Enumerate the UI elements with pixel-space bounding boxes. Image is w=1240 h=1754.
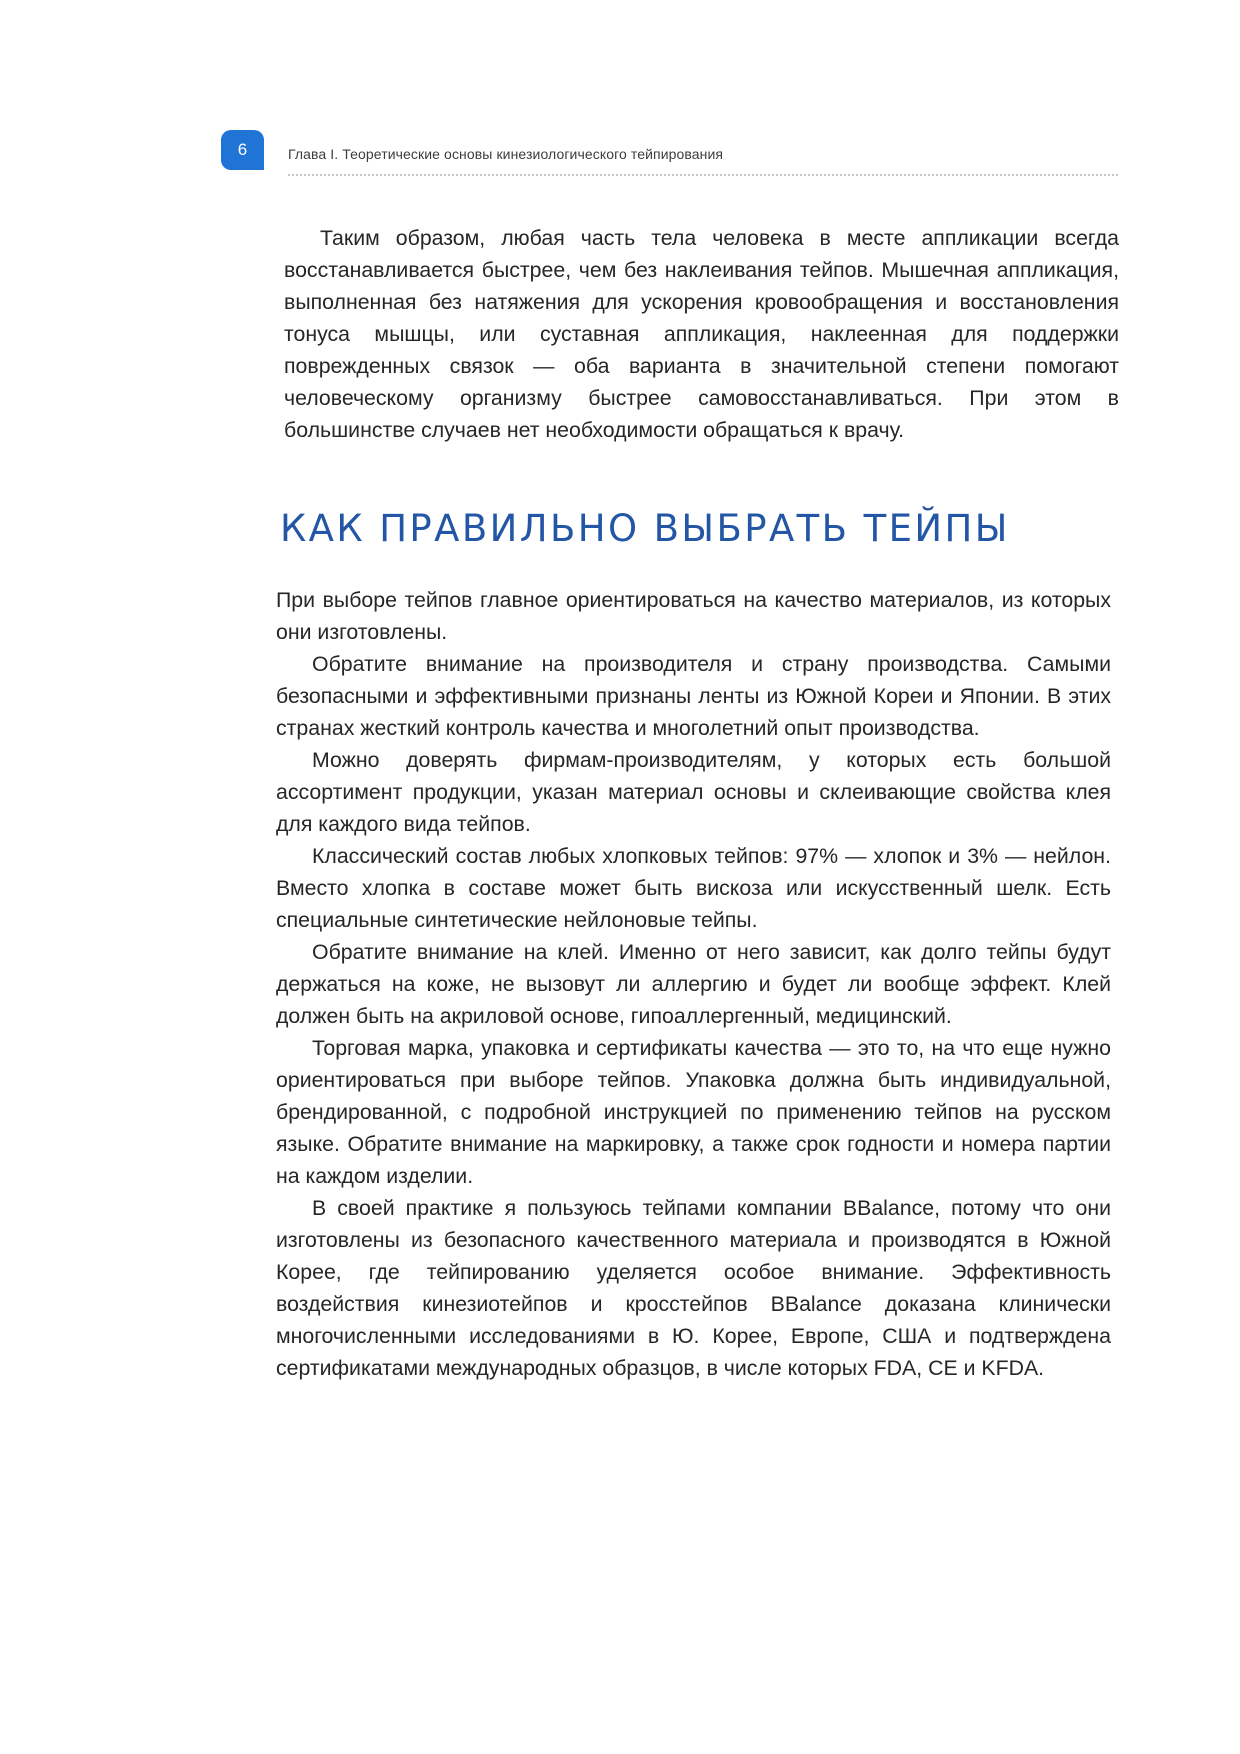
- paragraph-3: Можно доверять фирмам-производителям, у которых есть большой ассортимент продукции, указан материал основы и склеивающие свойства клея для каждого вида тейпов.: [276, 748, 1111, 836]
- section-body: [276, 584, 1111, 1384]
- intro-text-block: [284, 222, 1119, 446]
- paragraph-5: Обратите внимание на клей. Именно от него зависит, как долго тейпы будут держаться на коже, не вызовут ли аллергию и будет ли вообще эффект. Клей должен быть на акриловой основе, гипоаллергенный, медицинский.: [276, 940, 1111, 1028]
- paragraph-2: Обратите внимание на производителя и страну производства. Самыми безопасными и эффективными признаны ленты из Южной Кореи и Японии. В этих странах жесткий контроль качества и многолетний опыт производства.: [276, 652, 1111, 740]
- header-divider: [288, 174, 1118, 176]
- paragraph-7: В своей практике я пользуюсь тейпами компании BBalance, потому что они изготовлены из безопасного качественного материала и производятся в Южной Корее, где тейпированию уделяется особое внимание. Эффективность воздействия кинезиотейпов и кросстейпов BBalance доказана клинически многочисленными исследованиями в Ю. Корее, Европе, США и подтверждена сертификатами международных образцов, в числе которых FDA, CE и KFDA.: [276, 1196, 1111, 1380]
- intro-paragraph: Таким образом, любая часть тела человека в месте аппликации всегда восстанавливается быстрее, чем без наклеивания тейпов. Мышечная аппликация, выполненная без натяжения для ускорения кровообращения и восстановления тонуса мышцы, или суставная аппликация, наклеенная для поддержки поврежденных связок — оба варианта в значительной степени помогают человеческому организму быстрее самовосстанавливаться. При этом в большинстве случаев нет необходимости обращаться к врачу.: [284, 226, 1119, 442]
- page-number-badge: 6: [221, 130, 264, 170]
- running-head: Глава I. Теоретические основы кинезиологического тейпирования: [288, 146, 724, 162]
- paragraph-4: Классический состав любых хлопковых тейпов: 97% — хлопок и 3% — нейлон. Вместо хлопка в составе может быть вискоза или искусственный шелк. Есть специальные синтетические нейлоновые тейпы.: [276, 844, 1111, 932]
- paragraph-6: Торговая марка, упаковка и сертификаты качества — это то, на что еще нужно ориентироваться при выборе тейпов. Упаковка должна быть индивидуальной, брендированной, с подробной инструкцией по применению тейпов на русском языке. Обратите внимание на маркировку, а также срок годности и номера партии на каждом изделии.: [276, 1036, 1111, 1188]
- section-heading: КАК ПРАВИЛЬНО ВЫБРАТЬ ТЕЙПЫ: [280, 507, 1010, 550]
- paragraph-1: При выборе тейпов главное ориентироваться на качество материалов, из которых они изготовлены.: [276, 588, 1111, 644]
